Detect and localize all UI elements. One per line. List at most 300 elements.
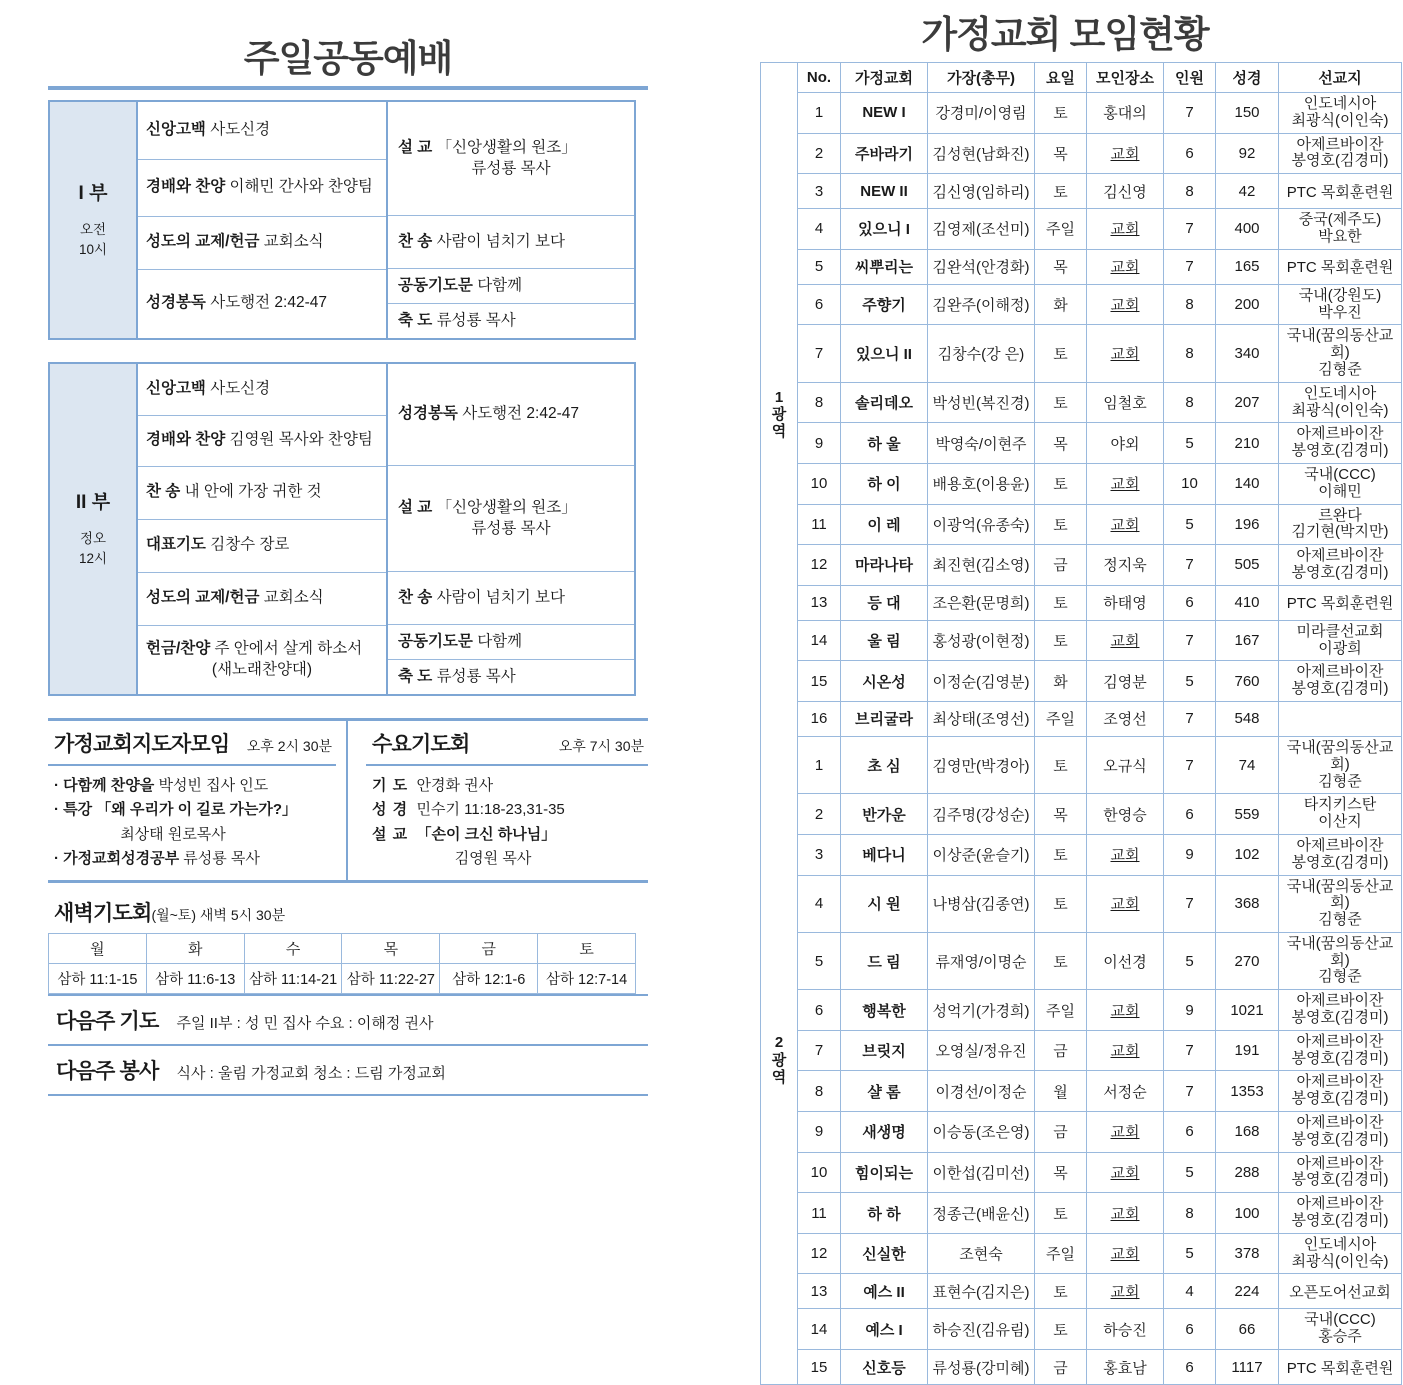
mission-line: 르완다 <box>1318 506 1362 524</box>
worship-right-item-value: 사람이 넘치기 보다 <box>436 588 565 606</box>
mission-line: 박우진 <box>1318 303 1362 321</box>
worship-left-item-value: 교회소식 <box>263 589 324 607</box>
worship-right-item-value: 다함께 <box>477 276 523 294</box>
mission-line: 이해민 <box>1318 482 1362 500</box>
worship-left-item-value: 사도신경 <box>210 121 271 139</box>
worship-left-column <box>137 101 387 339</box>
cell-church-name: NEW I <box>841 93 928 134</box>
cell-member-count: 5 <box>1164 423 1216 464</box>
mission-line: 김형준 <box>1318 360 1362 378</box>
cell-church-name: 신실한 <box>841 1233 928 1274</box>
cell-leader: 류성룡(강미혜) <box>928 1350 1035 1385</box>
cell-leader: 이한섭(김미선) <box>928 1152 1035 1193</box>
cell-member-count: 8 <box>1164 325 1216 382</box>
worship-left-item-value: 교회소식 <box>263 233 324 251</box>
cell-leader: 박성빈(복진경) <box>928 382 1035 423</box>
worship-service-tables <box>48 100 648 696</box>
cell-bible-count: 505 <box>1216 545 1279 586</box>
worship-item <box>138 519 386 572</box>
cell-mission-field <box>1279 875 1402 932</box>
next-week-text: 식사 : 울림 가정교회 청소 : 드림 가정교회 <box>176 1065 446 1083</box>
cell-leader: 이경선/이정순 <box>928 1071 1035 1112</box>
cell-mission-field <box>1279 1071 1402 1112</box>
mission-line: 국내(강원도) <box>1298 286 1382 304</box>
dawn-prayer-reading: 삼하 11:14-21 <box>244 964 342 994</box>
cell-day: 토 <box>1035 463 1087 504</box>
worship-right-item-label: 축 도 <box>398 311 433 329</box>
cell-leader: 표현수(김지은) <box>928 1274 1035 1309</box>
cell-day: 토 <box>1035 382 1087 423</box>
cell-place: 하태영 <box>1087 585 1164 620</box>
cell-day: 주일 <box>1035 990 1087 1031</box>
cell-place: 한영승 <box>1087 794 1164 835</box>
cell-bible-count: 168 <box>1216 1112 1279 1153</box>
worship-item <box>138 365 386 416</box>
leader-line-bold: · 특강 「왜 우리가 이 길로 가는가?」 <box>54 801 298 819</box>
worship-left-item-value: 사도신경 <box>210 380 271 398</box>
leader-meeting-title: 가정교회지도자모임 <box>54 733 230 756</box>
cell-mission-field <box>1279 1112 1402 1153</box>
worship-right-item-value: 「신앙생활의 원조」 <box>436 498 577 516</box>
cell-mission-field <box>1279 1274 1402 1309</box>
cell-leader: 배용호(이용윤) <box>928 463 1035 504</box>
worship-part-time: 정오 12시 <box>78 531 108 566</box>
cell-member-count: 7 <box>1164 93 1216 134</box>
mission-line: PTC 목회훈련원 <box>1286 183 1394 201</box>
cell-no: 7 <box>798 325 841 382</box>
worship-item <box>388 466 634 572</box>
dawn-prayer-table <box>48 933 636 994</box>
worship-item <box>388 364 634 466</box>
leader-meeting-header <box>48 721 336 764</box>
worship-item <box>138 466 386 519</box>
cell-bible-count: 760 <box>1216 661 1279 702</box>
cell-mission-field <box>1279 990 1402 1031</box>
cell-bible-count: 74 <box>1216 736 1279 793</box>
worship-right-item-value: 류성룡 목사 <box>436 311 516 329</box>
wednesday-line-value: 「손이 크신 하나님」 <box>416 825 557 843</box>
family-church-header-cell: 모인장소 <box>1087 63 1164 93</box>
cell-day: 토 <box>1035 325 1087 382</box>
cell-bible-count: 207 <box>1216 382 1279 423</box>
cell-no: 1 <box>798 736 841 793</box>
worship-part-label: I 부 <box>78 182 108 204</box>
mission-line: 봉영호(김경미) <box>1291 853 1389 871</box>
cell-no: 16 <box>798 701 841 736</box>
cell-church-name: 주바라기 <box>841 133 928 174</box>
worship-part-time: 오전 10시 <box>78 222 108 257</box>
cell-day: 토 <box>1035 834 1087 875</box>
cell-mission-field <box>1279 1193 1402 1234</box>
worship-left-item-label: 신앙고백 <box>146 380 206 398</box>
cell-place: 임철호 <box>1087 382 1164 423</box>
table-row <box>761 1233 1402 1274</box>
cell-member-count: 5 <box>1164 661 1216 702</box>
page-title-family-church: 가정교회 모임현황 <box>921 14 1209 55</box>
table-row <box>761 1112 1402 1153</box>
cell-bible-count: 270 <box>1216 932 1279 989</box>
mission-line: 아제르바이잔 <box>1296 1114 1384 1132</box>
cell-church-name: 하 울 <box>841 423 928 464</box>
cell-no: 10 <box>798 1152 841 1193</box>
cell-mission-field <box>1279 325 1402 382</box>
cell-leader: 성억기(가경희) <box>928 990 1035 1031</box>
mission-line: 봉영호(김경미) <box>1291 1049 1389 1067</box>
mission-line: 봉영호(김경미) <box>1291 1090 1389 1108</box>
dawn-prayer-reading: 삼하 12:7-14 <box>538 964 636 994</box>
cell-church-name: 있으니 II <box>841 325 928 382</box>
mission-line: 이산지 <box>1318 813 1362 831</box>
mission-line: 봉영호(김경미) <box>1291 1212 1389 1230</box>
cell-member-count: 8 <box>1164 174 1216 209</box>
worship-left-item-label: 헌금/찬양 <box>146 639 211 657</box>
cell-mission-field <box>1279 620 1402 661</box>
cell-no: 11 <box>798 1193 841 1234</box>
worship-item <box>138 625 386 694</box>
worship-item <box>138 216 386 269</box>
cell-place: 교회 <box>1087 1112 1164 1153</box>
cell-church-name: 이 레 <box>841 504 928 545</box>
family-church-header-cell <box>761 63 798 93</box>
cell-place: 교회 <box>1087 1233 1164 1274</box>
cell-bible-count: 1353 <box>1216 1071 1279 1112</box>
wednesday-meeting-panel <box>348 721 648 880</box>
cell-leader: 김창수(강 은) <box>928 325 1035 382</box>
cell-leader: 홍성광(이현정) <box>928 620 1035 661</box>
cell-day: 금 <box>1035 545 1087 586</box>
dawn-prayer-day: 금 <box>440 934 538 964</box>
cell-no: 9 <box>798 423 841 464</box>
mission-line: 아제르바이잔 <box>1296 1032 1384 1050</box>
mission-line: 김형준 <box>1318 772 1362 790</box>
cell-member-count: 7 <box>1164 1071 1216 1112</box>
mission-line: PTC 목회훈련원 <box>1286 259 1394 277</box>
cell-day: 목 <box>1035 794 1087 835</box>
cell-place: 김영분 <box>1087 661 1164 702</box>
table-row <box>761 661 1402 702</box>
cell-bible-count: 1117 <box>1216 1350 1279 1385</box>
cell-place: 정지욱 <box>1087 545 1164 586</box>
cell-bible-count: 559 <box>1216 794 1279 835</box>
worship-right-item-label: 찬 송 <box>398 588 433 606</box>
cell-church-name: 힘이되는 <box>841 1152 928 1193</box>
cell-mission-field <box>1279 736 1402 793</box>
cell-day: 토 <box>1035 1274 1087 1309</box>
worship-left-column <box>137 363 387 695</box>
worship-right-item-label: 공동기도문 <box>398 276 473 294</box>
mission-line: 인도네시아 <box>1303 384 1377 402</box>
family-church-header-cell: No. <box>798 63 841 93</box>
cell-member-count: 6 <box>1164 1309 1216 1350</box>
cell-member-count: 10 <box>1164 463 1216 504</box>
mission-line: 김형준 <box>1318 911 1362 929</box>
cell-day: 토 <box>1035 1309 1087 1350</box>
table-row <box>761 1152 1402 1193</box>
cell-place: 교회 <box>1087 834 1164 875</box>
mission-line: 인도네시아 <box>1303 95 1377 112</box>
worship-item <box>388 625 634 660</box>
cell-day: 월 <box>1035 1071 1087 1112</box>
table-row <box>761 93 1402 134</box>
dawn-prayer-day: 목 <box>342 934 440 964</box>
region-label-char: 광 <box>771 1051 787 1069</box>
dawn-prayer-reading: 삼하 12:1-6 <box>440 964 538 994</box>
cell-mission-field <box>1279 249 1402 284</box>
worship-left-item-sub: (새노래찬양대) <box>211 660 313 678</box>
cell-day: 목 <box>1035 133 1087 174</box>
cell-bible-count: 200 <box>1216 284 1279 325</box>
cell-mission-field <box>1279 504 1402 545</box>
cell-church-name: 신호등 <box>841 1350 928 1385</box>
cell-place: 교회 <box>1087 284 1164 325</box>
table-row <box>761 794 1402 835</box>
cell-church-name: NEW II <box>841 174 928 209</box>
worship-left-item-label: 경배와 찬양 <box>146 431 226 449</box>
wednesday-line-value: 안경화 권사 <box>416 777 494 794</box>
table-row <box>761 133 1402 174</box>
mission-line: 아제르바이잔 <box>1296 836 1384 854</box>
worship-left-item-label: 성도의 교제/헌금 <box>146 589 260 607</box>
dawn-prayer-day: 수 <box>244 934 342 964</box>
worship-right-item-sub: 류성룡 목사 <box>471 159 551 177</box>
dawn-prayer-day-row <box>49 934 636 964</box>
cell-church-name: 브릿지 <box>841 1030 928 1071</box>
cell-member-count: 7 <box>1164 209 1216 250</box>
cell-leader: 김완석(안경화) <box>928 249 1035 284</box>
leader-meeting-line: 최상태 원로목사 <box>120 825 226 843</box>
cell-church-name: 하 하 <box>841 1193 928 1234</box>
cell-church-name: 씨뿌리는 <box>841 249 928 284</box>
cell-day: 토 <box>1035 585 1087 620</box>
worship-left-item-label: 성도의 교제/헌금 <box>146 233 260 251</box>
region-label-cell <box>761 93 798 737</box>
cell-no: 7 <box>798 1030 841 1071</box>
worship-left-item-label: 대표기도 <box>146 536 206 554</box>
region-label-char: 2 <box>774 1034 784 1052</box>
worship-part-label: II 부 <box>75 491 111 513</box>
table-row <box>761 1274 1402 1309</box>
cell-day: 주일 <box>1035 1233 1087 1274</box>
cell-leader: 류재영/이명순 <box>928 932 1035 989</box>
next-week-label: 다음주 봉사 <box>56 1060 159 1084</box>
cell-leader: 이정순(김영분) <box>928 661 1035 702</box>
cell-member-count: 7 <box>1164 620 1216 661</box>
mission-line: 최광식(이인숙) <box>1291 401 1389 419</box>
mission-line: 봉영호(김경미) <box>1291 152 1389 170</box>
cell-member-count: 5 <box>1164 1233 1216 1274</box>
cell-leader: 최상태(조영선) <box>928 701 1035 736</box>
mission-line: 국내(CCC) <box>1304 1311 1376 1329</box>
cell-leader: 정종근(배윤신) <box>928 1193 1035 1234</box>
cell-bible-count: 368 <box>1216 875 1279 932</box>
cell-bible-count: 167 <box>1216 620 1279 661</box>
cell-member-count: 7 <box>1164 1030 1216 1071</box>
cell-day: 토 <box>1035 93 1087 134</box>
meetings-bottom-rule <box>48 880 648 883</box>
dawn-prayer-reading-row <box>49 964 636 994</box>
cell-no: 5 <box>798 249 841 284</box>
mission-line: 봉영호(김경미) <box>1291 563 1389 581</box>
table-row <box>761 325 1402 382</box>
mission-line: 최광식(이인숙) <box>1291 111 1389 129</box>
mission-line: 타지키스탄 <box>1303 796 1377 814</box>
cell-member-count: 6 <box>1164 133 1216 174</box>
cell-bible-count: 92 <box>1216 133 1279 174</box>
table-row <box>761 463 1402 504</box>
cell-leader: 김영제(조선미) <box>928 209 1035 250</box>
mission-line: PTC 목회훈련원 <box>1286 1359 1394 1377</box>
wednesday-meeting-title: 수요기도회 <box>372 733 470 756</box>
worship-left-item-value: 김영원 목사와 찬양팀 <box>229 431 373 449</box>
dawn-prayer-note: (월~토) 새벽 5시 30분 <box>151 907 286 924</box>
cell-bible-count: 210 <box>1216 423 1279 464</box>
cell-church-name: 마라나타 <box>841 545 928 586</box>
cell-place: 교회 <box>1087 249 1164 284</box>
cell-member-count: 4 <box>1164 1274 1216 1309</box>
cell-bible-count: 140 <box>1216 463 1279 504</box>
cell-leader: 나병삼(김종연) <box>928 875 1035 932</box>
mission-line: 국내(꿈의동산교회) <box>1286 934 1394 969</box>
worship-right-column <box>387 363 635 695</box>
family-church-header-cell: 가정교회 <box>841 63 928 93</box>
cell-member-count: 9 <box>1164 834 1216 875</box>
cell-church-name: 울 림 <box>841 620 928 661</box>
cell-day: 토 <box>1035 875 1087 932</box>
cell-church-name: 있으니 I <box>841 209 928 250</box>
leader-line-rest: 류성룡 목사 <box>179 849 260 867</box>
worship-right-item-label: 찬 송 <box>398 232 433 250</box>
worship-right-item-value: 다함께 <box>477 632 523 650</box>
cell-leader: 김성현(남화진) <box>928 133 1035 174</box>
cell-bible-count: 1021 <box>1216 990 1279 1031</box>
family-church-header-cell: 선교지 <box>1279 63 1402 93</box>
cell-day: 화 <box>1035 661 1087 702</box>
leader-meeting-line <box>54 798 332 822</box>
cell-no: 13 <box>798 1274 841 1309</box>
cell-day: 토 <box>1035 620 1087 661</box>
cell-place: 교회 <box>1087 1274 1164 1309</box>
leader-line-bold: · 다함께 찬양을 <box>54 777 155 794</box>
cell-place: 교회 <box>1087 504 1164 545</box>
table-row <box>761 620 1402 661</box>
cell-mission-field <box>1279 932 1402 989</box>
cell-member-count: 5 <box>1164 504 1216 545</box>
mission-line: 중국(제주도) <box>1298 211 1382 229</box>
region-label-char: 역 <box>771 423 787 441</box>
worship-right-item-label: 공동기도문 <box>398 632 473 650</box>
cell-leader: 최진현(김소영) <box>928 545 1035 586</box>
cell-leader: 강경미/이영림 <box>928 93 1035 134</box>
next-week-rule <box>48 1094 648 1096</box>
mission-line: 최광식(이인숙) <box>1291 1252 1389 1270</box>
table-row <box>761 423 1402 464</box>
region-label-char: 1 <box>774 388 784 406</box>
cell-no: 9 <box>798 1112 841 1153</box>
table-row <box>761 209 1402 250</box>
cell-bible-count: 100 <box>1216 1193 1279 1234</box>
worship-item <box>138 572 386 625</box>
cell-no: 5 <box>798 932 841 989</box>
family-church-table <box>760 62 1402 1385</box>
cell-no: 6 <box>798 990 841 1031</box>
cell-bible-count: 150 <box>1216 93 1279 134</box>
cell-leader: 오영실/정유진 <box>928 1030 1035 1071</box>
cell-mission-field <box>1279 463 1402 504</box>
cell-no: 3 <box>798 834 841 875</box>
cell-day: 목 <box>1035 423 1087 464</box>
table-row <box>761 1071 1402 1112</box>
mission-line: 아제르바이잔 <box>1296 663 1384 681</box>
worship-left-item-label: 경배와 찬양 <box>146 178 226 196</box>
family-church-header-cell: 성경 <box>1216 63 1279 93</box>
cell-member-count: 7 <box>1164 545 1216 586</box>
cell-mission-field <box>1279 174 1402 209</box>
cell-mission-field <box>1279 1030 1402 1071</box>
mission-line: 아제르바이잔 <box>1296 1073 1384 1091</box>
worship-table-part-2 <box>48 362 636 696</box>
cell-day: 목 <box>1035 249 1087 284</box>
cell-church-name: 행복한 <box>841 990 928 1031</box>
cell-church-name: 하 이 <box>841 463 928 504</box>
worship-right-item-value: 사도행전 2:42-47 <box>462 405 579 423</box>
cell-day: 토 <box>1035 1193 1087 1234</box>
sunday-worship-column <box>48 0 648 1096</box>
worship-item <box>138 159 386 216</box>
cell-member-count: 9 <box>1164 990 1216 1031</box>
wednesday-line-key: 기 도 <box>372 777 409 794</box>
leader-meeting-line <box>54 774 332 798</box>
cell-member-count: 6 <box>1164 1350 1216 1385</box>
cell-mission-field <box>1279 1309 1402 1350</box>
mission-line: 봉영호(김경미) <box>1291 1009 1389 1027</box>
mission-line: 아제르바이잔 <box>1296 425 1384 443</box>
wednesday-meeting-lines <box>366 766 648 880</box>
dawn-prayer-day: 화 <box>146 934 244 964</box>
cell-mission-field <box>1279 284 1402 325</box>
cell-church-name: 시 원 <box>841 875 928 932</box>
cell-member-count: 7 <box>1164 875 1216 932</box>
worship-right-item-value: 사람이 넘치기 보다 <box>436 232 565 250</box>
cell-bible-count: 288 <box>1216 1152 1279 1193</box>
table-row <box>761 1030 1402 1071</box>
leader-line-bold: · 가정교회성경공부 <box>54 849 180 867</box>
cell-bible-count: 378 <box>1216 1233 1279 1274</box>
mission-line: 국내(꿈의동산교회) <box>1286 877 1394 912</box>
worship-item <box>388 304 634 339</box>
weekly-meetings-block <box>48 718 648 883</box>
worship-item <box>138 269 386 338</box>
cell-bible-count: 400 <box>1216 209 1279 250</box>
worship-part-cell <box>49 101 137 339</box>
cell-mission-field <box>1279 1350 1402 1385</box>
cell-place: 김신영 <box>1087 174 1164 209</box>
leader-meeting-time: 오후 2시 30분 <box>246 738 332 754</box>
cell-bible-count: 224 <box>1216 1274 1279 1309</box>
cell-no: 14 <box>798 620 841 661</box>
cell-bible-count: 548 <box>1216 701 1279 736</box>
cell-day: 토 <box>1035 736 1087 793</box>
leader-meeting-lines <box>48 766 336 880</box>
cell-place: 교회 <box>1087 209 1164 250</box>
mission-line: 홍승주 <box>1318 1328 1362 1346</box>
cell-no: 8 <box>798 382 841 423</box>
worship-right-item-label: 설 교 <box>398 498 433 516</box>
cell-no: 11 <box>798 504 841 545</box>
table-row <box>761 545 1402 586</box>
table-row <box>761 585 1402 620</box>
worship-right-item-value: 류성룡 목사 <box>436 667 516 685</box>
mission-line: 박요한 <box>1318 227 1362 245</box>
